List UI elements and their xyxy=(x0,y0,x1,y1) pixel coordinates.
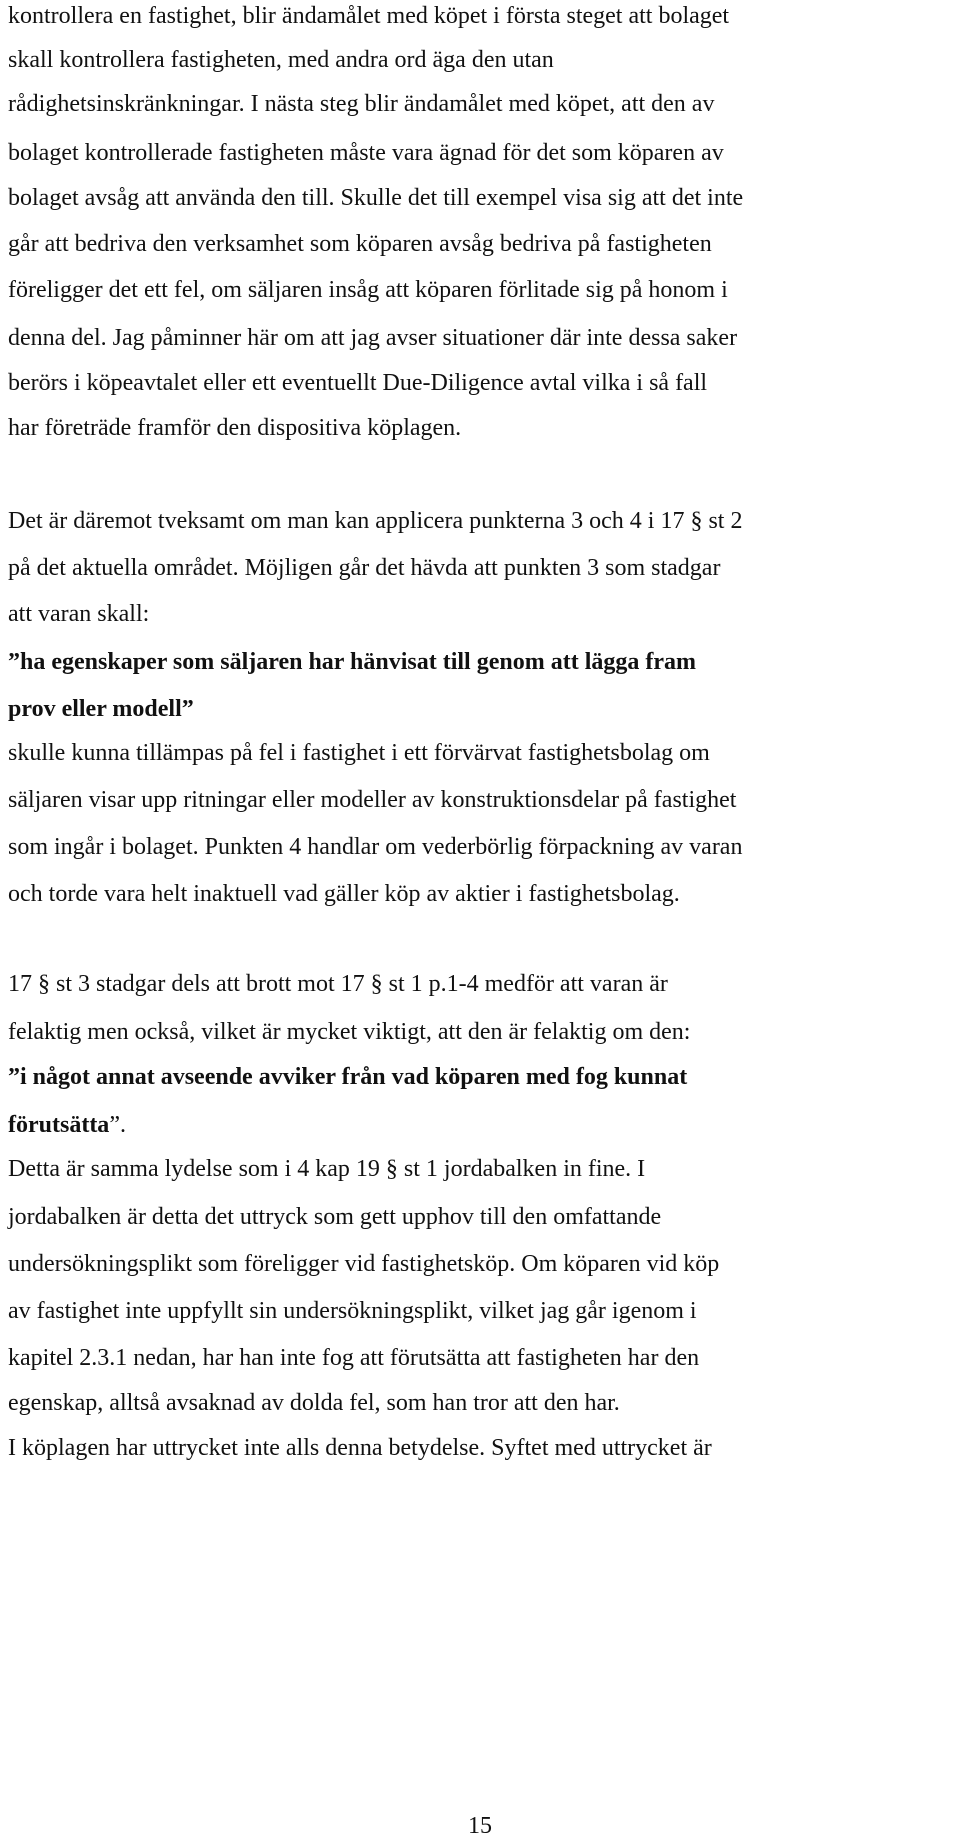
quote-1-line: prov eller modell” xyxy=(8,696,194,722)
paragraph-5-line: jordabalken är detta det uttryck som gett upphov till den omfattande xyxy=(8,1204,662,1230)
paragraph-1-line: föreligger det ett fel, om säljaren insåg att köparen förlitade sig på honom i xyxy=(8,277,728,303)
paragraph-6-line: I köplagen har uttrycket inte alls denna betydelse. Syftet med uttrycket är xyxy=(8,1435,712,1461)
paragraph-1-line: denna del. Jag påminner här om att jag avser situationer där inte dessa saker xyxy=(8,325,738,351)
quote-1-line: ”ha egenskaper som säljaren har hänvisat till genom att lägga fram xyxy=(8,649,696,675)
paragraph-5-line: av fastighet inte uppfyllt sin undersökningsplikt, vilket jag går igenom i xyxy=(8,1298,697,1324)
paragraph-3-line: och torde vara helt inaktuell vad gäller köp av aktier i fastighetsbolag. xyxy=(8,881,680,907)
paragraph-2-line: Det är däremot tveksamt om man kan applicera punkterna 3 och 4 i 17 § st 2 xyxy=(8,508,743,534)
paragraph-4-line: 17 § st 3 stadgar dels att brott mot 17 § st 1 p.1-4 medför att varan är xyxy=(8,971,668,997)
quote-2-bold-word: förutsätta xyxy=(8,1112,110,1138)
paragraph-3-line: skulle kunna tillämpas på fel i fastighet i ett förvärvat fastighetsbolag om xyxy=(8,740,710,766)
quote-2-line: ”i något annat avseende avviker från vad köparen med fog kunnat xyxy=(8,1064,688,1090)
paragraph-1-line: kontrollera en fastighet, blir ändamålet med köpet i första steget att bolaget xyxy=(8,3,730,29)
paragraph-1-line: bolaget avsåg att använda den till. Skulle det till exempel visa sig att det inte xyxy=(8,185,744,211)
paragraph-3-line: som ingår i bolaget. Punkten 4 handlar om vederbörlig förpackning av varan xyxy=(8,834,743,860)
paragraph-1-line: rådighetsinskränkningar. I nästa steg blir ändamålet med köpet, att den av xyxy=(8,91,715,117)
paragraph-5-line: egenskap, alltså avsaknad av dolda fel, som han tror att den har. xyxy=(8,1390,620,1416)
paragraph-1-line: berörs i köpeavtalet eller ett eventuellt Due-Diligence avtal vilka i så fall xyxy=(8,370,708,396)
quote-2-line-2 xyxy=(8,1111,126,1139)
paragraph-5-line: undersökningsplikt som föreligger vid fastighetsköp. Om köparen vid köp xyxy=(8,1251,720,1277)
paragraph-2-line: på det aktuella området. Möjligen går det hävda att punkten 3 som stadgar xyxy=(8,555,721,581)
paragraph-1-line: går att bedriva den verksamhet som köparen avsåg bedriva på fastigheten xyxy=(8,231,712,257)
paragraph-2-line: att varan skall: xyxy=(8,601,150,627)
paragraph-1-line: har företräde framför den dispositiva köplagen. xyxy=(8,415,462,441)
paragraph-5-line: kapitel 2.3.1 nedan, har han inte fog att förutsätta att fastigheten har den xyxy=(8,1345,700,1371)
paragraph-4-line: felaktig men också, vilket är mycket viktigt, att den är felaktig om den: xyxy=(8,1019,691,1045)
page-number: 15 xyxy=(468,1813,492,1839)
paragraph-3-line: säljaren visar upp ritningar eller modeller av konstruktionsdelar på fastighet xyxy=(8,787,737,813)
paragraph-5-line: Detta är samma lydelse som i 4 kap 19 § st 1 jordabalken in fine. I xyxy=(8,1156,646,1182)
paragraph-1-line: skall kontrollera fastigheten, med andra ord äga den utan xyxy=(8,47,554,73)
quote-2-closing: ”. xyxy=(109,1112,126,1138)
paragraph-1-line: bolaget kontrollerade fastigheten måste vara ägnad för det som köparen av xyxy=(8,140,724,166)
